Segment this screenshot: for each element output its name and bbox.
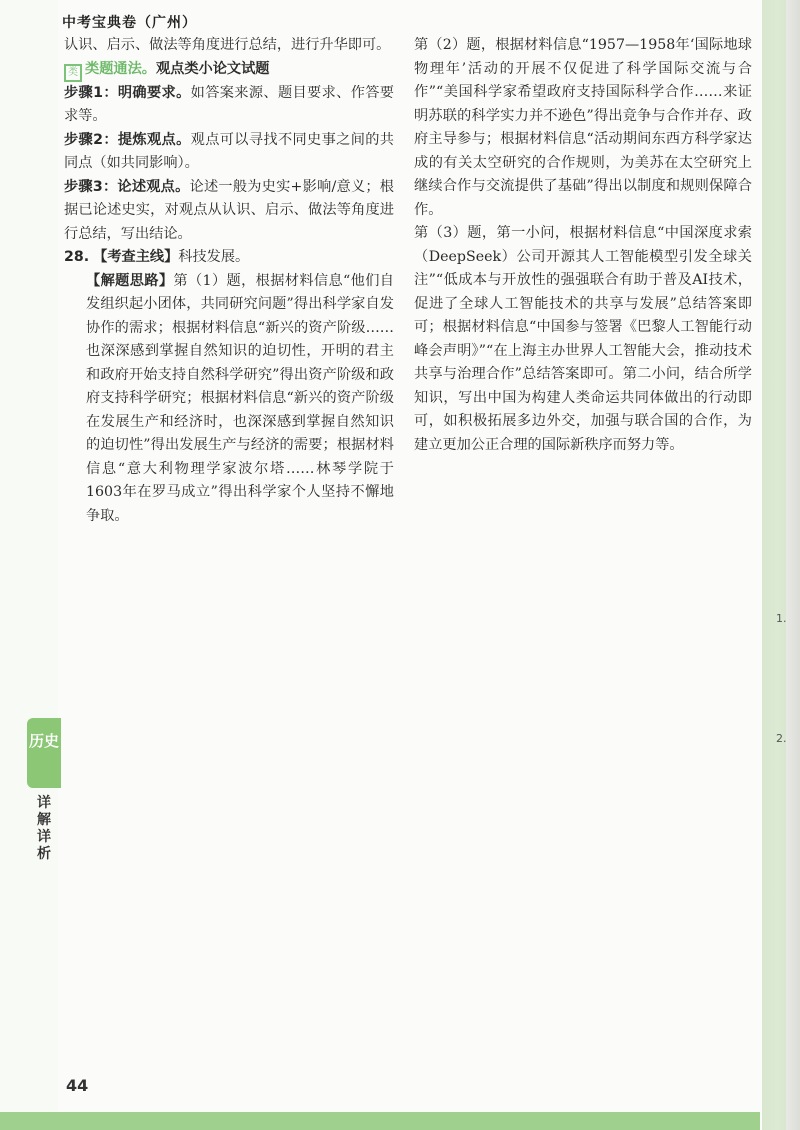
step-3-label: 步骤3：论述观点。: [64, 178, 190, 195]
tip-title: 观点类小论文试题: [155, 60, 270, 77]
analysis-text: 第（1）题，根据材料信息“他们自发组织起小团体，共同研究问题”得出科学家自发协作的需求；根据材料信息“新兴的资产阶级……也深深感到掌握自然知识的迫切性，开明的君主和政府开始支持自然科学研究”得出资产阶级和政府支持科学研究；根据材料信息“新兴的资产阶级在发展生产和经济时，也深深感到掌握自然知识的迫切性”得出发展生产与经济的需要；根据材料信息“意大利物理学家波尔塔……林琴学院于1603年在罗马成立”得出科学家个人坚持不懈地争取。: [86, 272, 394, 524]
step-2-label: 步骤2：提炼观点。: [64, 131, 191, 148]
page-header: 中考宝典卷（广州）: [62, 15, 197, 31]
left-column: [64, 34, 394, 528]
method-tip: [64, 58, 394, 82]
next-page-edge: [762, 0, 800, 1130]
exam-focus-text: 科技发展。: [178, 249, 250, 265]
left-margin: [0, 0, 58, 1130]
step-2-text: 观点可以寻找不同史事之间的共同点（如共同影响）。: [64, 131, 394, 171]
side-label: 详解详析: [37, 795, 51, 862]
tip-label: 类题通法。: [85, 60, 156, 77]
step-2: [64, 129, 394, 176]
classification-icon: 类: [64, 64, 82, 82]
question-28-focus: [64, 246, 394, 270]
intro-line: 认识、启示、做法等角度进行总结，进行升华即可。: [64, 37, 391, 53]
step-1-label: 步骤1：明确要求。: [64, 84, 191, 101]
right-column: [414, 34, 752, 457]
page-number: 44: [66, 1076, 89, 1095]
edge-mark-1: 1.: [776, 612, 787, 625]
subject-tab: 历史: [27, 718, 61, 788]
edge-mark-2: 2.: [776, 732, 787, 745]
question-number: 28.: [64, 249, 90, 265]
step-3-text: 论述一般为史实+影响/意义；根据已论述史实，对观点从认识、启示、做法等角度进行总结，写出结论。: [64, 178, 394, 242]
step-3: [64, 176, 394, 247]
answer-part-2: 第（2）题，根据材料信息“1957—1958年‘国际地球物理年’活动的开展不仅促进了科学国际交流与合作”“美国科学家希望政府支持国际科学合作……来证明苏联的科学实力并不逊色”得出竞争与合作并存、政府主导参与；根据材料信息“活动期间东西方科学家达成的有关太空研究的合作规则，为美苏在太空研究上继续合作与交流提供了基础”得出以制度和规则保障合作。: [414, 37, 752, 218]
exam-focus-label: 【考查主线】: [93, 249, 179, 265]
question-28-analysis: [64, 270, 394, 529]
analysis-label: 【解题思路】: [86, 272, 174, 289]
bottom-color-bar: [0, 1112, 760, 1130]
step-1-text: 如答案来源、题目要求、作答要求等。: [64, 84, 394, 124]
answer-part-3: 第（3）题，第一小问，根据材料信息“中国深度求索（DeepSeek）公司开源其人工智能模型引发全球关注”“低成本与开放性的强强联合有助于普及AI技术，促进了全球人工智能技术的共享与发展”总结答案即可；根据材料信息“中国参与签署《巴黎人工智能行动峰会声明》”“在上海主办世界人工智能大会，推动技术共享与治理合作”总结答案即可。第二小问，结合所学知识，写出中国为构建人类命运共同体做出的行动即可，如积极拓展多边外交，加强与联合国的合作，为建立更加公正合理的国际新秩序而努力等。: [414, 225, 752, 453]
step-1: [64, 82, 394, 129]
edge-strip: [762, 0, 786, 1130]
